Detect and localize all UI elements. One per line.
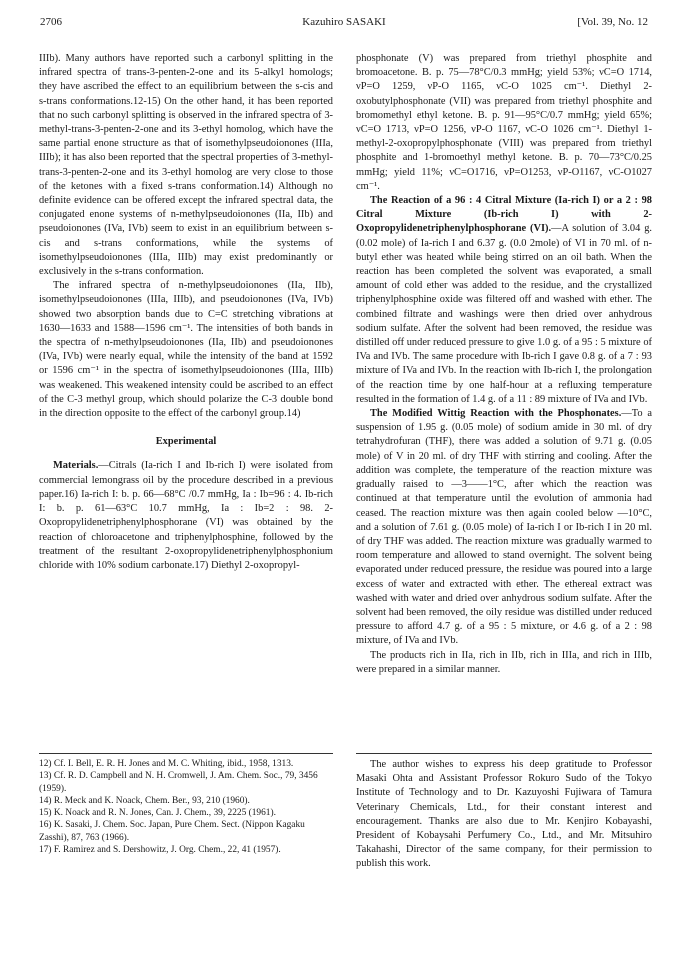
- footnote: 13) Cf. R. D. Campbell and N. H. Cromwell, J. Am. Chem. Soc., 79, 3456 (1959).: [39, 771, 318, 794]
- page-number: 2706: [40, 16, 62, 28]
- running-header: [40, 16, 648, 32]
- discussion-paragraph-1: IIIb). Many authors have reported such a carbonyl splitting in the infrared spectra of trans-3-penten-2-one and its 5-alkyl homologs; they have ascribed the effect to an equilibrium between the s-cis and s-trans conformations.12-15) On the other hand, it has been reported that no such carbonyl splitting is observed in the infrared spectra of 3-methyl-trans-3-penten-2-one and its 3-ethyl homolog, which have the same partial enone structure as that of isomethylpseudoionones (IIIa, IIIb); it has also been reported that the spectral properties of 3-methyl-trans-3-penten-2-one and its 3-ethyl homolog are very close to those of the ketones with a fixed s-trans conformation.14) Although no definite evidence can be offered except the infrared spectral data, the conjugated enone systems of n-methylpseudoionones (IIa, IIb) and pseudoionones (IVa, IVb) seem to exist in an equilibrium between s-cis and s-trans conformations, while the systems of isomethylpseudoionones (IIIa, IIIb) may exist predominantly or exclusively in the s-trans conformation.: [39, 53, 333, 278]
- acknowledgement-text: The author wishes to express his deep gratitude to Professor Masaki Ohta and Assistant Professor Rokuro Sudo of the Tokyo Institute of Technology and to Dr. Kazuyoshi Fujiwara of Tamura Veterinary Chemicals, Ltd., for their constant interest and encouragement. Thanks are also due to Mr. Kenjiro Kobayashi, President of Kobaysahi Perfumery Co., Ltd., and Mr. Mitsuhiro Takahashi, Director of the same company, for their permission to publish this work.: [356, 759, 652, 870]
- reaction-paragraph: [356, 194, 652, 407]
- footnotes: [39, 753, 333, 856]
- wittig-heading: The Modified Wittig Reaction with the Phosphonates.: [370, 408, 622, 420]
- footnote: 14) R. Meck and K. Noack, Chem. Ber., 93, 210 (1960).: [39, 795, 250, 806]
- materials-text: —Citrals (Ia-rich I and Ib-rich I) were isolated from commercial lemongrass oil by the procedure described in a previous paper.16) Ia-rich I: b. p. 66—68°C /0.7 mmHg, Ia : Ib=96 : 4. Ib-rich I: b. p. 61—63°C 10.7 mmHg, Ia : Ib=2 : 98. 2-Oxopropylidenetriphenylphosphorane (VI) was obtained by the reaction of chloroacetone and triphenylphosphine, followed by the treatment of the resultant 2-oxopropylidenetriphenylphosphonium chloride with 10% sodium carbonate.17) Diethyl 2-oxopropyl-: [39, 460, 333, 571]
- materials-heading: Materials.: [53, 460, 99, 472]
- footnote: 15) K. Noack and R. N. Jones, Can. J. Chem., 39, 2225 (1961).: [39, 808, 276, 819]
- footnote: 16) K. Sasaki, J. Chem. Soc. Japan, Pure Chem. Sect. (Nippon Kagaku Zasshi), 87, 763 (1966).: [39, 820, 305, 843]
- running-author: Kazuhiro SASAKI: [302, 16, 386, 28]
- footnote: 12) Cf. I. Bell, E. R. H. Jones and M. C. Whiting, ibid., 1958, 1313.: [39, 759, 294, 769]
- discussion-paragraph-2: The infrared spectra of n-methylpseudoionones (IIa, IIb), isomethylpseudoionones (IIIa, IIIb), and pseudoionones (IVa, IVb) showed two absorption bands due to C=C stretching vibrations at 1630—1633 and 1588—1596 cm⁻¹. The intensities of both bands in the spectra of n-methylpseudoionones (IIa, IIb) and pseudoionones (IVa, IVb) were nearly equal, while the intensity of the band at 1592 or 1596 cm⁻¹ in the spectra of isomethylpseudoionones (IIIa, IIIb) was weakened. This weakened intensity could be ascribed to an effect of the C-3 methyl group, which should polarize the C-3 double bond in the direction opposite to the effect of the carbonyl group.14): [39, 280, 333, 420]
- materials-paragraph: [39, 459, 333, 573]
- acknowledgement: [356, 753, 652, 872]
- right-column: [356, 52, 652, 677]
- phosphonate-paragraph: phosphonate (V) was prepared from triethyl phosphite and bromoacetone. B. p. 75—78°C/0.3 mmHg; yield 53%; νC=O 1714, νP=O 1259, νP-O 1165, νC-O 1025 cm⁻¹. Diethyl 2-oxobutylphosphonate (VII) was prepared from triethyl phosphite and bromomethyl ethyl ketone. B. p. 91—95°C/0.7 mmHg; yield 65%; νC=O 1713, νP=O 1256, νP-O 1167, νC-O 1026 cm⁻¹. Diethyl 1-methyl-2-oxopropylphosphonate (VIII) was prepared from triethyl phosphite and 1-bromoethyl methyl ketone. B. p. 70—73°C/0.25 mmHg; yield 11%; νC=O1716, νP=O1253, νP-O1167, νC-O1027 cm⁻¹.: [356, 53, 652, 192]
- wittig-text: —To a suspension of 1.95 g. (0.05 mole) of sodium amide in 30 ml. of dry tetrahydrofuran (THF), there was added a solution of 9.71 g. (0.05 mole) of V in 20 ml. of dry THF with stirring and cooling. After the addition was complete, the temperature of the reaction mixture was gradually raised to —3——1°C, after which the reaction was continued at that temperature until the evolution of ammonia had ceased. The reaction mixture was then again cooled below —10°C, and a solution of 7.61 g. (0.05 mole) of Ia-rich I or Ib-rich I in 20 ml. of dry THF was added. The reaction mixture was gradually warmed to room temperature and allowed to stand overnight. The solvent being evaporated under reduced pressure, the residue was poured into a large excess of water and extracted with ether. The ethereal extract was washed with water and dried over anhydrous sodium sulfate. After the solvent had been removed, the oily residue was distilled under reduced pressure to afford 4.7 g. of a 95 : 5 mixture, or 4.6 g. of a 2 : 98 mixture, of IVa and IVb.: [356, 408, 653, 647]
- reaction-heading: The Reaction of a 96 : 4 Citral Mixture (Ia-rich I) or a 2 : 98 Citral Mixture (Ib-rich I) with 2-Oxopropylidenetriphenylphosphorane (VI).: [356, 195, 652, 235]
- section-title-experimental: Experimental: [155, 436, 217, 448]
- wittig-paragraph: [356, 407, 652, 648]
- products-paragraph: The products rich in IIa, rich in IIb, rich in IIIa, and rich in IIIb, were prepared in a similar manner.: [356, 649, 652, 675]
- footnote: 17) F. Ramirez and S. Dershowitz, J. Org. Chem., 22, 41 (1957).: [39, 845, 281, 856]
- left-column: [39, 52, 333, 573]
- volume-info: [Vol. 39, No. 12: [577, 16, 648, 28]
- reaction-text: —A solution of 3.04 g. (0.02 mole) of Ia-rich I and 6.37 g. (0.0 2mole) of VI in 70 ml. of n-butyl ether was heated while being stirred on an oil bath. When the reaction has been completed the solvent was evaporated, a small amount of cold ether was added to the residue, and the crystallized triphenylphosphine oxide was filtered off and washed with ether. The combined filtrate and washings were then dried over anhydrous sodium sulfate. After the solvent had been removed, the residue was distilled off under reduced pressure to give 1.0 g. of a 95 : 5 mixture of IVa and IVb. The same procedure with Ib-rich I gave 0.8 g. of a 7 : 93 mixture of IVa and IVb. In the reaction with Ib-rich I, the prolongation of the reaction time by one half-hour at a refluxing temperature resulted in the formation of 1.4 g. of a 11 : 89 mixture of IVa and IVb.: [356, 223, 652, 405]
